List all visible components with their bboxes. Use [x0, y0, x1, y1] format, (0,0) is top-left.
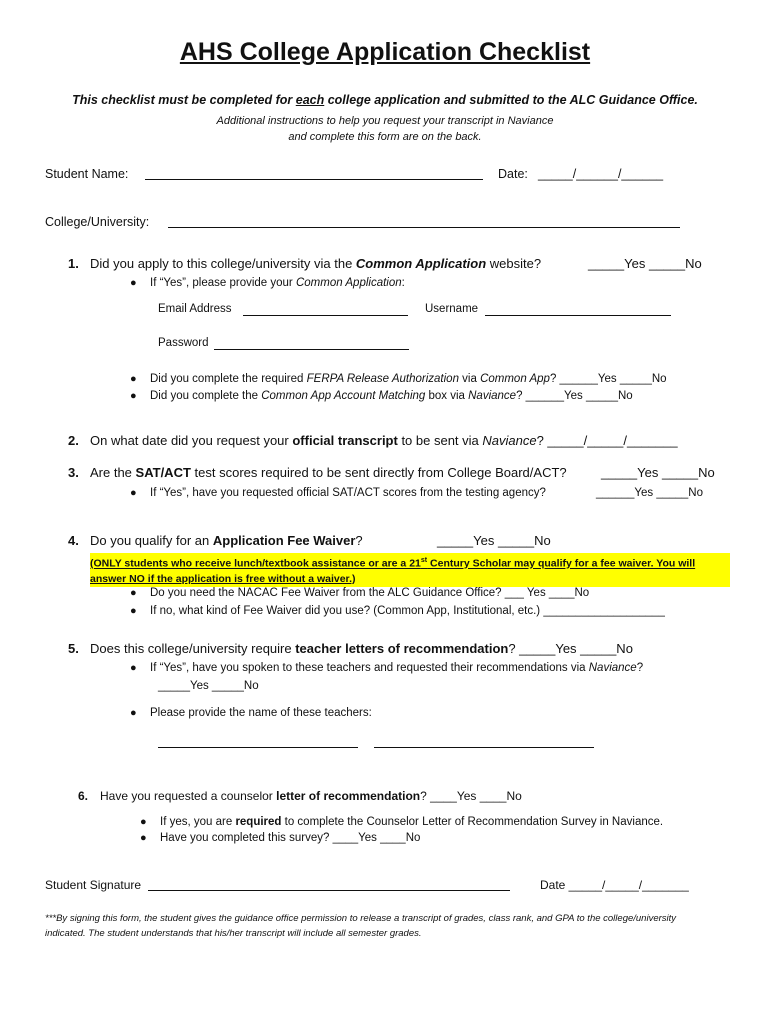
college-field[interactable] [168, 216, 680, 228]
subtitle: This checklist must be completed for each college application and submitted to the ALC Guidance Office. [72, 93, 698, 107]
q5-bullet-2: ● Please provide the name of these teachers: [130, 707, 372, 719]
username-field[interactable] [485, 304, 671, 316]
signature-date[interactable]: Date _____/_____/_______ [540, 878, 689, 892]
question-4: 4. Do you qualify for an Application Fee Waiver? [68, 533, 363, 548]
q6-bullet-1: ● If yes, you are required to complete the Counselor Letter of Recommendation Survey in Naviance. [140, 816, 664, 828]
bullet-icon: ● [130, 277, 137, 289]
bullet-icon: ● [130, 662, 137, 674]
q1-answer[interactable]: _____Yes _____No [588, 256, 702, 271]
question-1: 1. Did you apply to this college/university via the Common Application website? [68, 256, 542, 271]
signature-field[interactable] [148, 879, 510, 891]
email-field[interactable] [243, 304, 408, 316]
question-2: 2. On what date did you request your official transcript to be sent via Naviance? _____/_____/_______ [68, 433, 678, 448]
instructions-line-2: and complete this form are on the back. [288, 131, 482, 143]
q1-bullet-ferpa: ● Did you complete the required FERPA Release Authorization via Common App? ______Yes _____No [130, 373, 667, 385]
teacher-name-field-2[interactable] [374, 736, 594, 748]
bullet-icon: ● [130, 587, 137, 599]
bullet-icon: ● [130, 487, 137, 499]
bullet-icon: ● [130, 390, 137, 402]
email-label: Email Address [158, 303, 232, 315]
username-label: Username [425, 303, 479, 315]
bullet-icon: ● [140, 816, 147, 828]
bullet-icon: ● [130, 373, 137, 385]
q1-bullet-1: ● If “Yes”, please provide your Common Application: [130, 277, 405, 289]
bullet-icon: ● [130, 605, 137, 617]
q1-bullet-matching: ● Did you complete the Common App Account Matching box via Naviance? ______Yes _____No [130, 390, 633, 402]
footnote: ***By signing this form, the student gives the guidance office permission to release a transcript of grades, class rank, and GPA to the college/university indicated. The student understands that his/her transcript will include all semester grades. [45, 913, 677, 939]
question-5: 5. Does this college/university require teacher letters of recommendation? _____Yes _____No [68, 641, 633, 656]
q4-bullet-2: ● If no, what kind of Fee Waiver did you use? (Common App, Institutional, etc.) ___________________ [130, 605, 665, 617]
instructions-line-1: Additional instructions to help you request your transcript in Naviance [216, 115, 554, 127]
password-field[interactable] [214, 338, 409, 350]
q3-bullet-1: ● If “Yes”, have you requested official SAT/ACT scores from the testing agency? [130, 487, 546, 499]
bullet-icon: ● [140, 832, 147, 844]
college-label: College/University: [45, 215, 150, 229]
fee-waiver-note: (ONLY students who receive lunch/textbook assistance or are a 21st Century Scholar may qualify for a fee waiver. You will answer NO if the application is free without a waiver.) [90, 553, 730, 587]
student-name-field[interactable] [145, 168, 483, 180]
q4-answer[interactable]: _____Yes _____No [437, 533, 551, 548]
q4-bullet-1: ● Do you need the NACAC Fee Waiver from the ALC Guidance Office? ___ Yes ____No [130, 587, 590, 599]
page-title: AHS College Application Checklist [179, 38, 591, 66]
bullet-icon: ● [130, 707, 137, 719]
student-name-label: Student Name: [45, 167, 129, 181]
q3-bullet-answer[interactable]: ______Yes _____No [596, 487, 704, 499]
question-6: 6. Have you requested a counselor letter of recommendation? ____Yes ____No [78, 789, 522, 803]
date-field[interactable]: _____/______/______ [538, 167, 664, 181]
date-label: Date: [498, 167, 528, 181]
q3-answer[interactable]: _____Yes _____No [601, 465, 715, 480]
q5-bullet-1: ● If “Yes”, have you spoken to these teachers and requested their recommendations via Naviance? [130, 662, 644, 674]
teacher-name-field-1[interactable] [158, 736, 358, 748]
q5-bullet-1-answer[interactable]: _____Yes _____No [158, 680, 259, 692]
question-3: 3. Are the SAT/ACT test scores required to be sent directly from College Board/ACT? [68, 465, 567, 480]
q6-bullet-2: ● Have you completed this survey? ____Yes ____No [140, 832, 421, 844]
password-label: Password [158, 337, 209, 349]
signature-label: Student Signature [45, 878, 142, 892]
